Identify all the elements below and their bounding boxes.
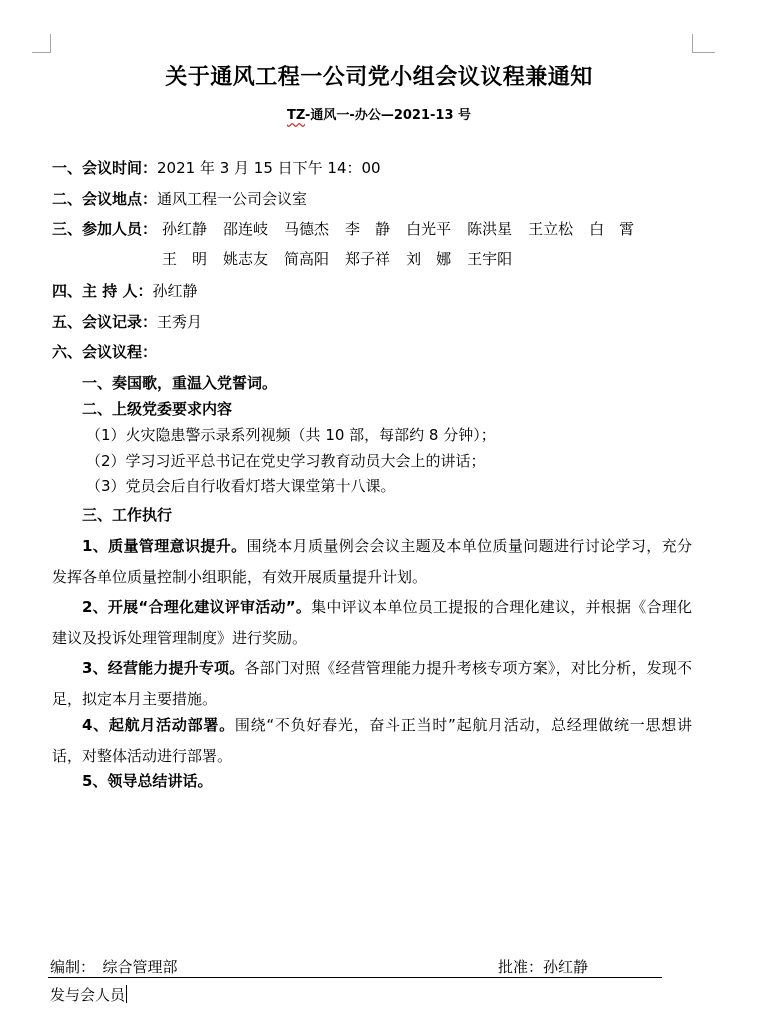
attendee-name: 王宇阳 (467, 250, 513, 268)
page-corner-mark-top-left (32, 34, 51, 53)
work-item-text: 围绕本月质量例会会议主题及本单位质量问题进行讨论学习，充分发挥各单位质量控制小组职能，有效开展质量提升计划。 (52, 537, 692, 586)
work-item-lead: 5、领导总结讲话。 (82, 772, 213, 790)
field-label: 三、参加人员： (52, 220, 158, 238)
work-item-lead: 4、起航月活动部署。 (82, 716, 235, 734)
field-value: 通风工程一公司会议室 (157, 190, 308, 208)
field-label: 五、会议记录： (52, 313, 158, 331)
attendee-name: 郑子祥 (345, 250, 391, 268)
agenda-item-text: 一、奏国歌，重温入党誓词。 (82, 374, 278, 392)
field-label: 四、主 持 人： (52, 282, 153, 300)
attendee-name: 白 霄 (589, 220, 635, 238)
field-value: 王秀月 (157, 313, 203, 331)
field-value: 孙红静 (152, 282, 198, 300)
field-meeting-place (52, 189, 307, 209)
footer-editor: 编制： 综合管理部 (50, 958, 178, 976)
agenda-subitem: （3）党员会后自行收看灯塔大课堂第十八课。 (86, 477, 396, 495)
attendees-row-1 (162, 219, 650, 239)
footer-divider (48, 977, 662, 978)
work-item-text: 集中评议本单位员工提报的合理化建议，并根据《合理化建议及投诉处理管理制度》进行奖励。 (52, 598, 692, 647)
attendee-name: 马德杰 (284, 220, 330, 238)
doc-number-prefix: TZ (286, 108, 306, 123)
attendee-name: 王立松 (528, 220, 574, 238)
attendees-row-2 (162, 249, 528, 269)
agenda-item-text: 二、上级党委要求内容 (82, 400, 233, 418)
work-item-1 (52, 531, 692, 593)
attendee-name: 王 明 (162, 250, 208, 268)
field-label: 六、会议议程： (52, 343, 158, 361)
footer-distribution[interactable] (50, 985, 127, 1005)
footer-approver: 批准：孙红静 (498, 958, 589, 976)
attendee-name: 刘 娜 (406, 250, 452, 268)
doc-number-rest: -通风一-办公—2021-13 号 (305, 108, 472, 123)
work-item-3 (52, 653, 692, 715)
work-item-lead: 3、经营能力提升专项。 (82, 659, 245, 677)
work-item-lead: 1、质量管理意识提升。 (82, 537, 247, 555)
agenda-subitem: （1）火灾隐患警示录系列视频（共 10 部，每部约 8 分钟）； (86, 426, 496, 444)
attendee-name: 姚志友 (223, 250, 269, 268)
field-agenda (52, 342, 157, 362)
document-title: 关于通风工程一公司党小组会议议程兼通知 (165, 65, 593, 90)
attendee-name: 白光平 (406, 220, 452, 238)
distribution-text: 发与会人员 (50, 986, 126, 1004)
field-attendees (52, 219, 157, 239)
work-item-4 (52, 710, 692, 772)
field-label: 二、会议地点： (52, 190, 158, 208)
attendee-name: 李 静 (345, 220, 391, 238)
document-number (0, 104, 758, 123)
field-label: 一、会议时间： (52, 159, 158, 177)
work-item-lead: 2、开展“合理化建议评审活动”。 (82, 598, 312, 616)
agenda-item-1 (82, 373, 277, 393)
attendee-name: 陈洪星 (467, 220, 513, 238)
work-item-text: 各部门对照《经营管理能力提升考核专项方案》，对比分析，发现不足，拟定本月主要措施。 (52, 659, 692, 708)
field-recorder (52, 312, 202, 332)
page-corner-mark-top-right (692, 34, 715, 53)
field-host (52, 281, 197, 301)
work-item-text: 围绕“不负好春光，奋斗正当时”起航月活动，总经理做统一思想讲话，对整体活动进行部署。 (52, 716, 692, 765)
work-item-5 (52, 766, 692, 797)
attendee-name: 邵连岐 (223, 220, 269, 238)
agenda-subitem: （2）学习习近平总书记在党史学习教育动员大会上的讲话； (86, 452, 486, 470)
attendee-name: 孙红静 (162, 220, 208, 238)
agenda-item-text: 三、工作执行 (82, 506, 173, 524)
agenda-item-3 (82, 505, 172, 525)
text-cursor (126, 985, 127, 1003)
work-item-2 (52, 592, 692, 654)
agenda-item-2 (82, 399, 232, 419)
attendee-name: 简高阳 (284, 250, 330, 268)
field-meeting-time (52, 158, 381, 178)
field-value: 2021 年 3 月 15 日下午 14：00 (157, 159, 381, 177)
